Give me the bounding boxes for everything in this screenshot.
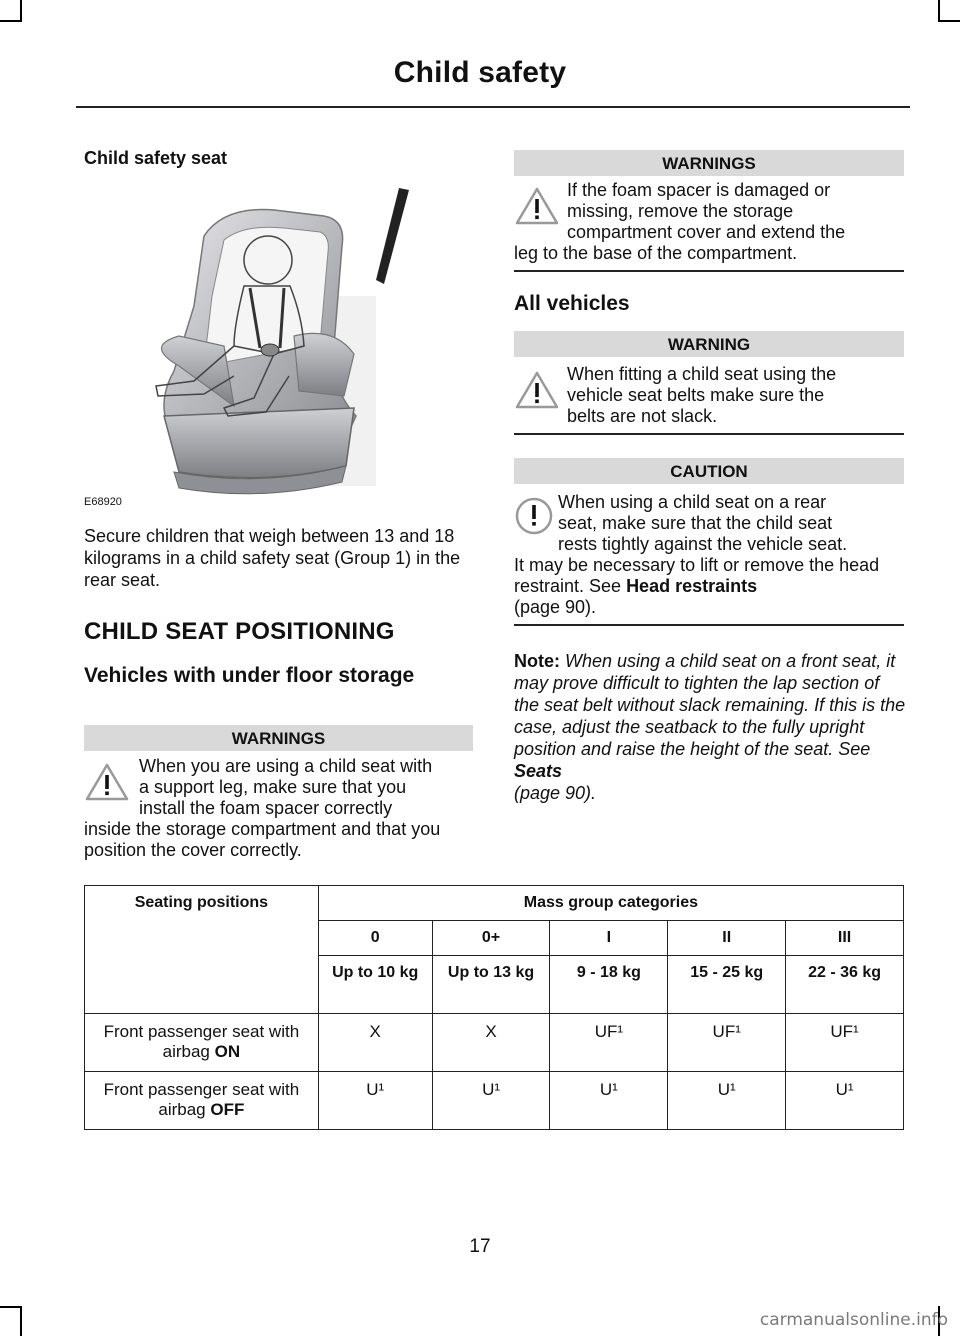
warning-line: When you are using a child seat with <box>139 756 433 776</box>
crop-mark <box>0 20 20 22</box>
warning-triangle-icon <box>514 186 560 226</box>
group-header-cell: 0+ <box>432 921 550 956</box>
caution-circle-icon <box>514 496 554 536</box>
head-restraints-link[interactable]: Head restraints <box>626 576 758 596</box>
seating-position-label: Front passenger seat with airbag <box>103 1080 300 1119</box>
warning-continuation: leg to the base of the compartment. <box>514 243 798 263</box>
table-cell: UF¹ <box>550 1014 668 1072</box>
table-cell: U¹ <box>318 1072 432 1130</box>
page-title: Child safety <box>393 56 567 89</box>
warning-band: WARNINGS <box>84 725 473 751</box>
warning-line: When fitting a child seat using the <box>567 364 837 384</box>
group-header-cell: I <box>550 921 668 956</box>
child-seat-drawing <box>84 176 444 506</box>
table-cell: UF¹ <box>668 1014 786 1072</box>
crop-mark <box>20 0 22 22</box>
caution-band: CAUTION <box>514 458 904 484</box>
section-rule <box>514 433 904 435</box>
weight-header-cell: 15 - 25 kg <box>668 956 786 1014</box>
warning-line: compartment cover and extend the <box>567 222 846 242</box>
warning-continuation: inside the storage compartment and that you position the cover correctly. <box>84 819 441 860</box>
note-paragraph <box>514 650 906 804</box>
image-code: E68920 <box>84 496 122 508</box>
seating-positions-header: Seating positions <box>85 886 319 1014</box>
table-cell: X <box>432 1014 550 1072</box>
weight-header-cell: Up to 13 kg <box>432 956 550 1014</box>
airbag-state: OFF <box>210 1100 245 1119</box>
table-cell: U¹ <box>786 1072 904 1130</box>
caution-continuation-text: It may be necessary to lift or remove the head restraint. See <box>514 555 880 596</box>
seating-position-label: Front passenger seat with airbag <box>103 1022 300 1061</box>
note-label: Note: <box>514 651 560 671</box>
page-reference: (page 90). <box>514 597 597 617</box>
header-rule <box>76 106 910 108</box>
table-cell: UF¹ <box>786 1014 904 1072</box>
warning-triangle-icon <box>84 762 130 802</box>
subheading: Child safety seat <box>84 148 228 168</box>
mass-group-header: Mass group categories <box>318 886 903 921</box>
section-rule <box>514 270 904 272</box>
crop-mark <box>938 20 960 22</box>
seats-link[interactable]: Seats <box>514 761 563 781</box>
weight-header-cell: 9 - 18 kg <box>550 956 668 1014</box>
seating-position-cell <box>85 1014 319 1072</box>
page-number: 17 <box>469 1236 491 1257</box>
warning-box <box>514 364 906 427</box>
warning-line: If the foam spacer is damaged or <box>567 180 831 200</box>
warning-line: missing, remove the storage <box>567 201 794 221</box>
airbag-state: ON <box>214 1042 241 1061</box>
heading-all-vehicles: All vehicles <box>514 292 630 315</box>
crop-mark <box>20 1306 22 1336</box>
warning-line: install the foam spacer correctly <box>139 798 393 818</box>
weight-header-cell: 22 - 36 kg <box>786 956 904 1014</box>
caution-continuation <box>514 555 906 618</box>
caution-line: rests tightly against the vehicle seat. <box>558 534 848 554</box>
warning-triangle-icon <box>514 370 560 410</box>
crop-mark <box>0 1306 22 1308</box>
weight-header-cell: Up to 10 kg <box>318 956 432 1014</box>
warning-box <box>84 756 474 861</box>
child-seat-illustration <box>84 176 444 506</box>
note-page-reference: (page 90). <box>514 783 597 803</box>
caution-box <box>514 492 906 618</box>
warning-band: WARNING <box>514 331 904 357</box>
table-row <box>85 1014 904 1072</box>
table-cell: U¹ <box>432 1072 550 1130</box>
crop-mark <box>938 0 940 22</box>
group-header-cell: II <box>668 921 786 956</box>
table-cell: U¹ <box>668 1072 786 1130</box>
intro-paragraph: Secure children that weigh between 13 and 18 kilograms in a child safety seat (Group 1) in the rear seat. <box>84 526 461 590</box>
subsection-title: Vehicles with under floor storage <box>84 664 415 687</box>
table-row <box>85 1072 904 1130</box>
mass-group-table <box>84 885 904 1130</box>
table-cell: U¹ <box>550 1072 668 1130</box>
group-header-cell: III <box>786 921 904 956</box>
note-text: When using a child seat on a front seat, it may prove difficult to tighten the lap section of the seat belt without slack remaining. If this is the case, adjust the seatback to the fully upright position and raise the height of the seat. See <box>514 651 906 759</box>
caution-line: seat, make sure that the child seat <box>558 513 833 533</box>
warning-line: vehicle seat belts make sure the <box>567 385 825 405</box>
section-title: CHILD SEAT POSITIONING <box>84 618 395 645</box>
warning-line: a support leg, make sure that you <box>139 777 407 797</box>
warning-band: WARNINGS <box>514 150 904 176</box>
table-cell: X <box>318 1014 432 1072</box>
seating-position-cell <box>85 1072 319 1130</box>
caution-line: When using a child seat on a rear <box>558 492 827 512</box>
group-header-cell: 0 <box>318 921 432 956</box>
section-rule <box>514 624 904 626</box>
warning-box <box>514 180 906 264</box>
watermark[interactable]: carmanualsonline.info <box>759 1310 948 1330</box>
warning-line: belts are not slack. <box>567 406 718 426</box>
